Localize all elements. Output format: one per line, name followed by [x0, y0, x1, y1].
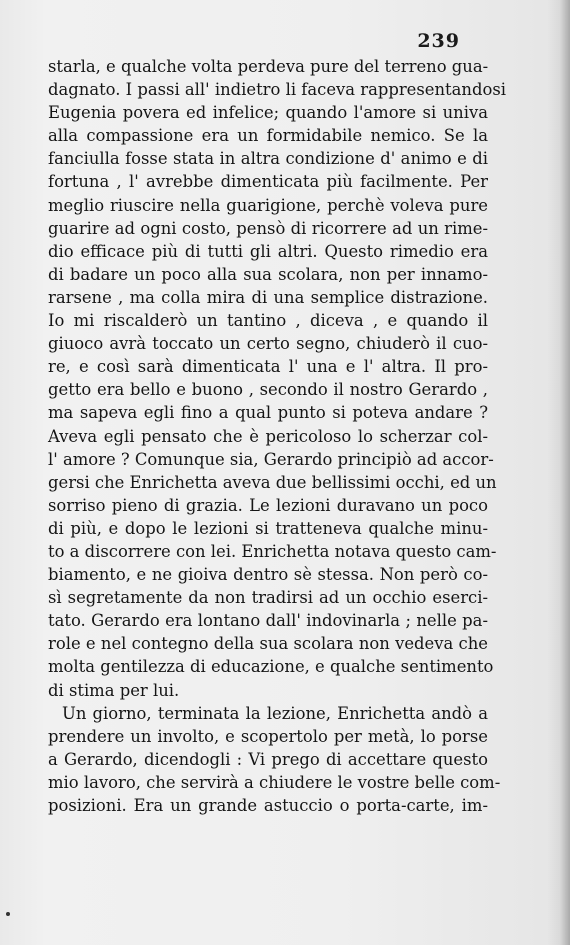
paragraph-start-line: Un giorno, terminata la lezione, Enrichetta andò a: [62, 703, 488, 723]
paragraph-end-line: di stima per lui.: [48, 680, 180, 700]
text-line: mio lavoro, che servirà a chiudere le vostre belle com-: [48, 772, 501, 792]
text-line: re, e così sarà dimenticata l' una e l' altra. Il pro-: [48, 357, 488, 377]
text-line: sorriso pieno di grazia. Le lezioni duravano un poco: [48, 495, 488, 515]
text-line: fanciulla fosse stata in altra condizione d' animo e di: [48, 149, 488, 169]
text-line: dagnato. I passi all' indietro li faceva rappresentandosi: [48, 80, 506, 100]
text-line: fortuna , l' avrebbe dimenticata più facilmente. Per: [48, 172, 488, 192]
text-line: starla, e qualche volta perdeva pure del terreno gua-: [48, 57, 489, 76]
page-number: 239: [417, 30, 460, 52]
text-line: ma sapeva egli fino a qual punto si poteva andare ?: [48, 403, 488, 423]
text-line: l' amore ? Comunque sia, Gerardo principiò ad accor-: [48, 449, 494, 469]
text-line: tato. Gerardo era lontano dall' indovinarla ; nelle pa-: [48, 611, 488, 631]
text-line: to a discorrere con lei. Enrichetta notava questo cam-: [48, 541, 497, 561]
page-edge-shadow: [560, 0, 570, 945]
text-line: prendere un involto, e scopertolo per metà, lo porse: [48, 726, 488, 746]
text-line: Aveva egli pensato che è pericoloso lo scherzar col-: [48, 426, 488, 446]
text-line: biamento, e ne gioiva dentro sè stessa. Non però co-: [48, 565, 488, 585]
text-line: getto era bello e buono , secondo il nostro Gerardo ,: [48, 380, 488, 400]
text-line: role e nel contegno della sua scolara non vedeva che: [48, 634, 488, 654]
text-line: di badare un poco alla sua scolara, non per innamo-: [48, 264, 488, 284]
text-line: sì segretamente da non tradirsi ad un occhio eserci-: [48, 588, 488, 608]
text-line: di più, e dopo le lezioni si tratteneva qualche minu-: [48, 518, 488, 538]
text-line: meglio riuscire nella guarigione, perchè voleva pure: [48, 195, 488, 215]
text-line: Io mi riscalderò un tantino , diceva , e quando il: [48, 311, 488, 331]
text-line: a Gerardo, dicendogli : Vi prego di accettare questo: [48, 749, 488, 769]
text-line: giuoco avrà toccato un certo segno, chiuderò il cuo-: [48, 334, 488, 354]
text-line: molta gentilezza di educazione, e qualche sentimento: [48, 657, 494, 677]
text-line: posizioni. Era un grande astuccio o porta-carte, im-: [48, 796, 488, 815]
ink-speck: [6, 912, 10, 916]
text-line: guarire ad ogni costo, pensò di ricorrere ad un rime-: [48, 218, 488, 238]
text-line: dio efficace più di tutti gli altri. Questo rimedio era: [48, 241, 488, 261]
text-line: gersi che Enrichetta aveva due bellissimi occhi, ed un: [48, 472, 497, 492]
text-line: alla compassione era un formidabile nemico. Se la: [48, 126, 488, 146]
body-text: [48, 55, 506, 817]
text-line: rarsene , ma colla mira di una semplice distrazione.: [48, 287, 488, 307]
text-line: Eugenia povera ed infelice; quando l'amore si univa: [48, 103, 488, 123]
